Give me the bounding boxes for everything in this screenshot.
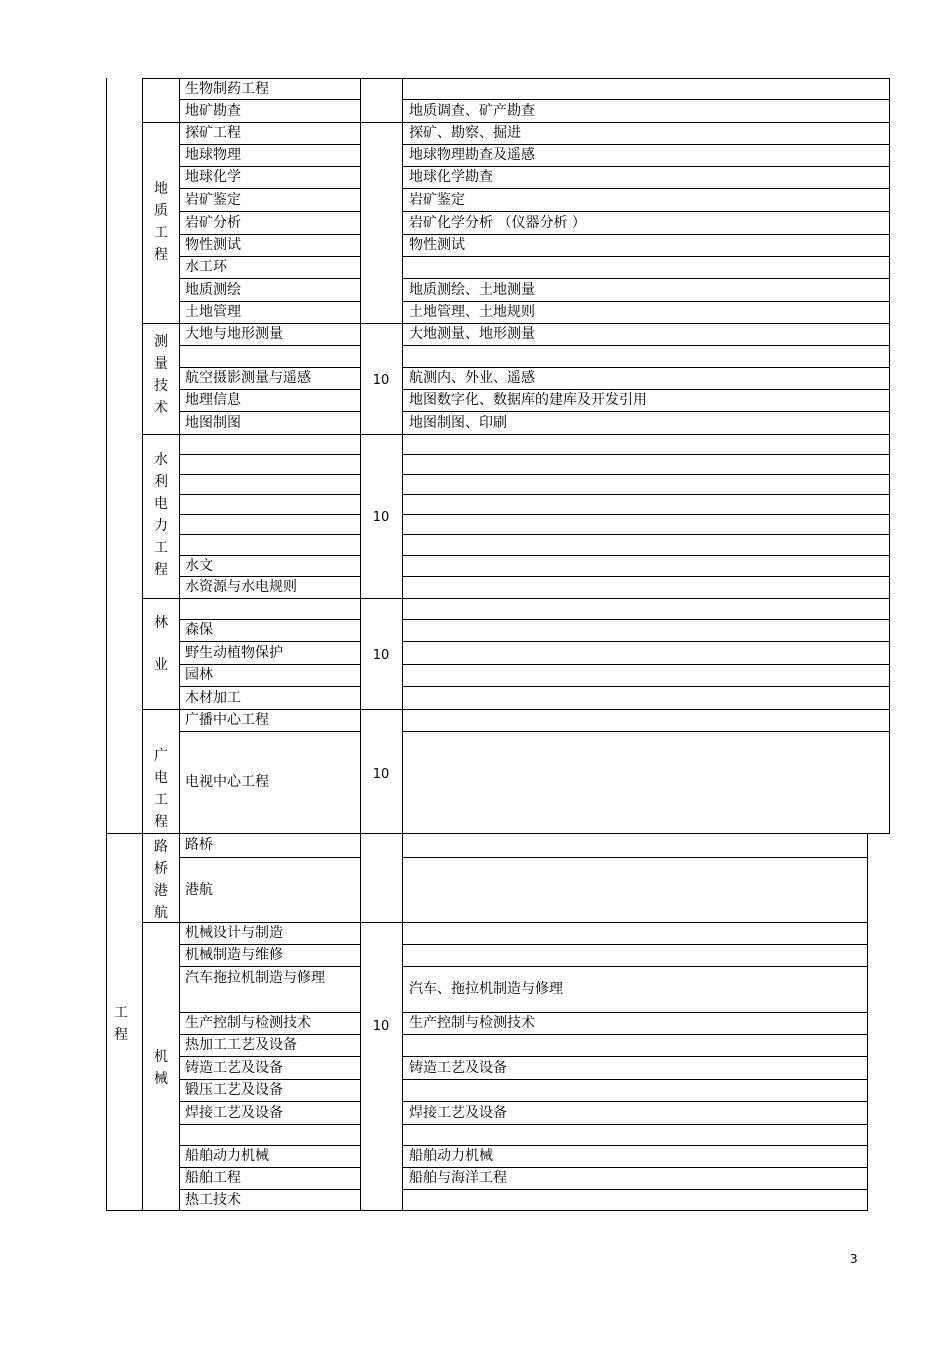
major-cell: 岩矿分析 xyxy=(185,214,241,231)
major-cell: 水文 xyxy=(185,557,213,574)
major-cell: 探矿工程 xyxy=(185,125,241,141)
category-label: 广 电 工 程 xyxy=(154,748,168,830)
score-cell: 10 xyxy=(372,1019,390,1034)
major-cell: 森保 xyxy=(185,622,213,638)
equivalent-cell: 探矿、勘察、掘进 xyxy=(409,125,521,141)
major-cell: 地球物理 xyxy=(185,147,241,163)
category-label: 路 桥 港 航 xyxy=(154,839,168,921)
major-cell: 焊接工艺及设备 xyxy=(185,1104,283,1121)
major-cell: 水工环 xyxy=(185,259,227,275)
equivalent-cell: 地图制图、印刷 xyxy=(409,414,507,431)
equivalent-cell: 地质调查、矿产勘查 xyxy=(409,102,535,119)
major-cell: 物性测试 xyxy=(185,237,241,253)
major-cell: 园林 xyxy=(185,667,213,683)
page-number: 3 xyxy=(850,1252,858,1266)
major-cell: 生物制药工程 xyxy=(185,80,269,97)
major-cell: 航空摄影测量与遥感 xyxy=(185,370,311,386)
major-cell: 生产控制与检测技术 xyxy=(185,1015,311,1031)
major-cell: 船舶动力机械 xyxy=(185,1148,269,1164)
equivalent-cell: 航测内、外业、遥感 xyxy=(409,370,535,386)
equivalent-cell: 船舶动力机械 xyxy=(409,1148,493,1164)
equivalent-cell: 船舶与海洋工程 xyxy=(409,1170,507,1186)
equivalent-cell: 物性测试 xyxy=(409,237,465,253)
category-label: 林 业 xyxy=(154,615,168,673)
major-cell: 地质测绘 xyxy=(185,281,241,298)
score-cell: 10 xyxy=(372,648,390,663)
equivalent-cell: 焊接工艺及设备 xyxy=(409,1104,507,1121)
equivalent-cell: 汽车、拖拉机制造与修理 xyxy=(409,981,563,997)
major-cell: 木材加工 xyxy=(185,689,241,706)
major-cell: 热加工工艺及设备 xyxy=(185,1037,297,1053)
equivalent-cell: 地质测绘、土地测量 xyxy=(409,281,535,298)
major-cell: 港航 xyxy=(185,881,213,898)
score-cell: 10 xyxy=(372,767,390,782)
category-label: 水 利 电 力 工 程 xyxy=(154,452,168,578)
equivalent-cell: 地球物理勘查及遥感 xyxy=(409,147,535,163)
equivalent-cell: 铸造工艺及设备 xyxy=(409,1059,507,1076)
major-cell: 汽车拖拉机制造与修理 xyxy=(185,970,325,986)
equivalent-cell: 地图数字化、数据库的建库及开发引用 xyxy=(409,392,647,408)
major-cell: 地球化学 xyxy=(185,169,241,185)
category-label: 地 质 工 程 xyxy=(154,181,168,263)
equivalent-cell: 地球化学勘查 xyxy=(409,169,493,185)
major-cell: 机械设计与制造 xyxy=(185,925,283,941)
major-cell: 铸造工艺及设备 xyxy=(185,1059,283,1076)
equivalent-cell: 大地测量、地形测量 xyxy=(409,326,535,342)
major-cell: 岩矿鉴定 xyxy=(185,191,241,208)
category-label: 机 械 xyxy=(154,1049,168,1087)
major-cell: 机械制造与维修 xyxy=(185,947,283,963)
outer-category-label: 工 程 xyxy=(114,1005,128,1043)
score-cell: 10 xyxy=(372,373,390,388)
major-cell: 野生动植物保护 xyxy=(185,644,283,661)
category-label: 测 量 技 术 xyxy=(154,334,168,416)
equivalent-cell: 岩矿鉴定 xyxy=(409,191,465,208)
major-cell: 地理信息 xyxy=(185,392,241,408)
major-cell: 电视中心工程 xyxy=(185,774,269,790)
major-cell: 热工技术 xyxy=(185,1191,241,1208)
equivalent-cell: 生产控制与检测技术 xyxy=(409,1015,535,1031)
major-cell: 地矿勘查 xyxy=(185,102,241,119)
score-cell: 10 xyxy=(372,510,390,525)
major-cell: 路桥 xyxy=(185,837,213,853)
major-cell: 广播中心工程 xyxy=(185,712,269,728)
major-cell: 水资源与水电规则 xyxy=(185,579,297,595)
major-cell: 锻压工艺及设备 xyxy=(185,1082,283,1098)
major-cell: 船舶工程 xyxy=(185,1170,241,1186)
major-cell: 大地与地形测量 xyxy=(185,326,283,342)
major-cell: 土地管理 xyxy=(185,304,241,320)
equivalent-cell: 土地管理、土地规则 xyxy=(409,304,535,320)
major-cell: 地图制图 xyxy=(185,414,241,431)
equivalent-cell: 岩矿化学分析 （仪器分析 ） xyxy=(409,214,586,231)
